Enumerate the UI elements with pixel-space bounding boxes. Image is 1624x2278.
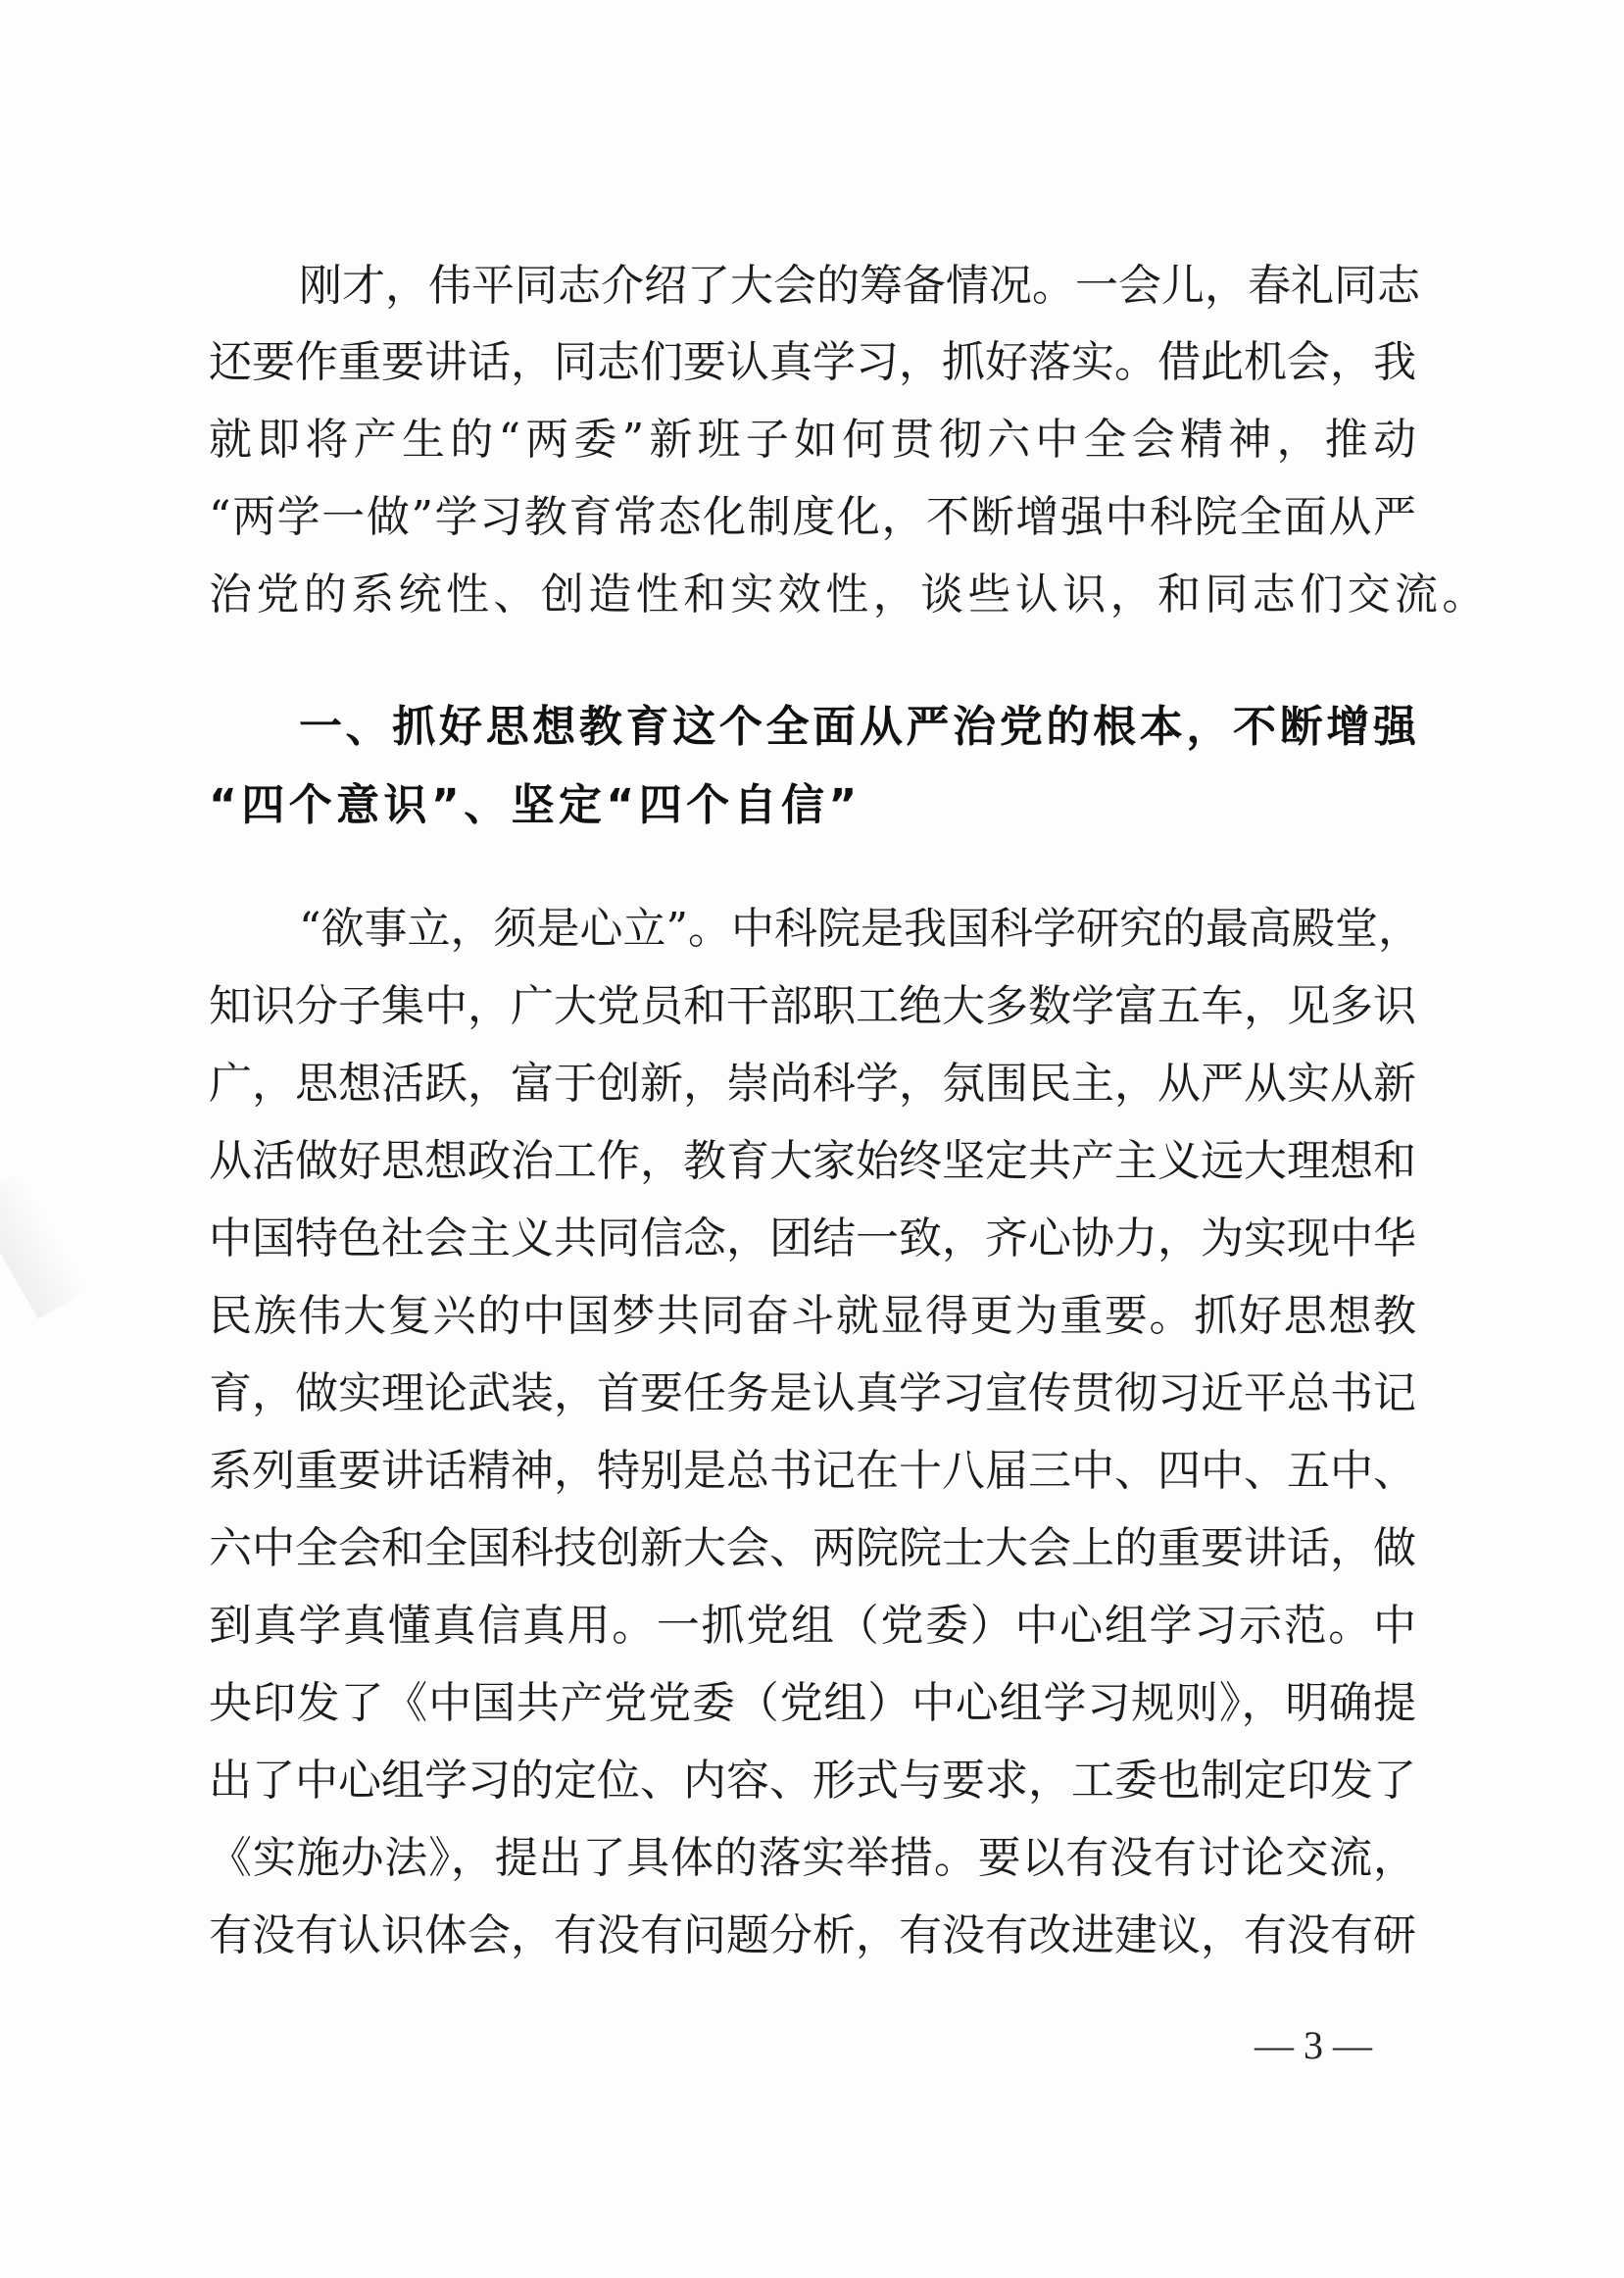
paragraph-line: 出了中心组学习的定位、内容、形式与要求，工委也制定印发了 — [209, 1756, 1416, 1806]
page-number: — 3 — — [1255, 2023, 1372, 2067]
paragraph-line: 育，做实理论武装，首要任务是认真学习宣传贯彻习近平总书记 — [209, 1368, 1416, 1418]
paragraph-line: 民族伟大复兴的中国梦共同奋斗就显得更为重要。抓好思想教 — [209, 1291, 1416, 1341]
paragraph-line: 知识分子集中，广大党员和干部职工绝大多数学富五车，见多识 — [209, 981, 1416, 1031]
paragraph-line: 系列重要讲话精神，特别是总书记在十八届三中、四中、五中、 — [209, 1446, 1416, 1496]
paragraph-line: 中国特色社会主义共同信念，团结一致，齐心协力，为实现中华 — [209, 1213, 1416, 1263]
paragraph-line: 广，思想活跃，富于创新，崇尚科学，氛围民主，从严从实从新 — [209, 1059, 1416, 1109]
paragraph-line: 《实施办法》，提出了具体的落实举措。要以有没有讨论交流， — [209, 1833, 1416, 1883]
heading-line: 一、抓好思想教育这个全面从严治党的根本，不断增强 — [299, 702, 1416, 752]
paragraph-line: 到真学真懂真信真用。一抓党组（党委）中心组学习示范。中 — [209, 1601, 1416, 1651]
scan-artifact — [0, 1170, 89, 1318]
paragraph-line: 就即将产生的“两委”新班子如何贯彻六中全会精神，推动 — [209, 415, 1416, 465]
heading-line: “四个意识”、坚定“四个自信” — [209, 780, 861, 830]
paragraph-line: 央印发了《中国共产党党委（党组）中心组学习规则》，明确提 — [209, 1678, 1416, 1728]
paragraph-line: “两学一做”学习教育常态化制度化，不断增强中科院全面从严 — [209, 492, 1416, 542]
paragraph-line: “欲事立，须是心立”。中科院是我国科学研究的最高殿堂， — [299, 904, 1421, 954]
paragraph-line: 还要作重要讲话，同志们要认真学习，抓好落实。借此机会，我 — [209, 337, 1416, 387]
paragraph-line: 六中全会和全国科技创新大会、两院院士大会上的重要讲话，做 — [209, 1523, 1416, 1573]
paragraph-line: 有没有认识体会，有没有问题分析，有没有改进建议，有没有研 — [209, 1910, 1416, 1960]
paragraph-line: 从活做好思想政治工作，教育大家始终坚定共产主义远大理想和 — [209, 1136, 1416, 1186]
paragraph-line: 刚才，伟平同志介绍了大会的筹备情况。一会儿，春礼同志 — [299, 261, 1420, 311]
paragraph-line: 治党的系统性、创造性和实效性，谈些认识，和同志们交流。 — [209, 570, 1490, 619]
